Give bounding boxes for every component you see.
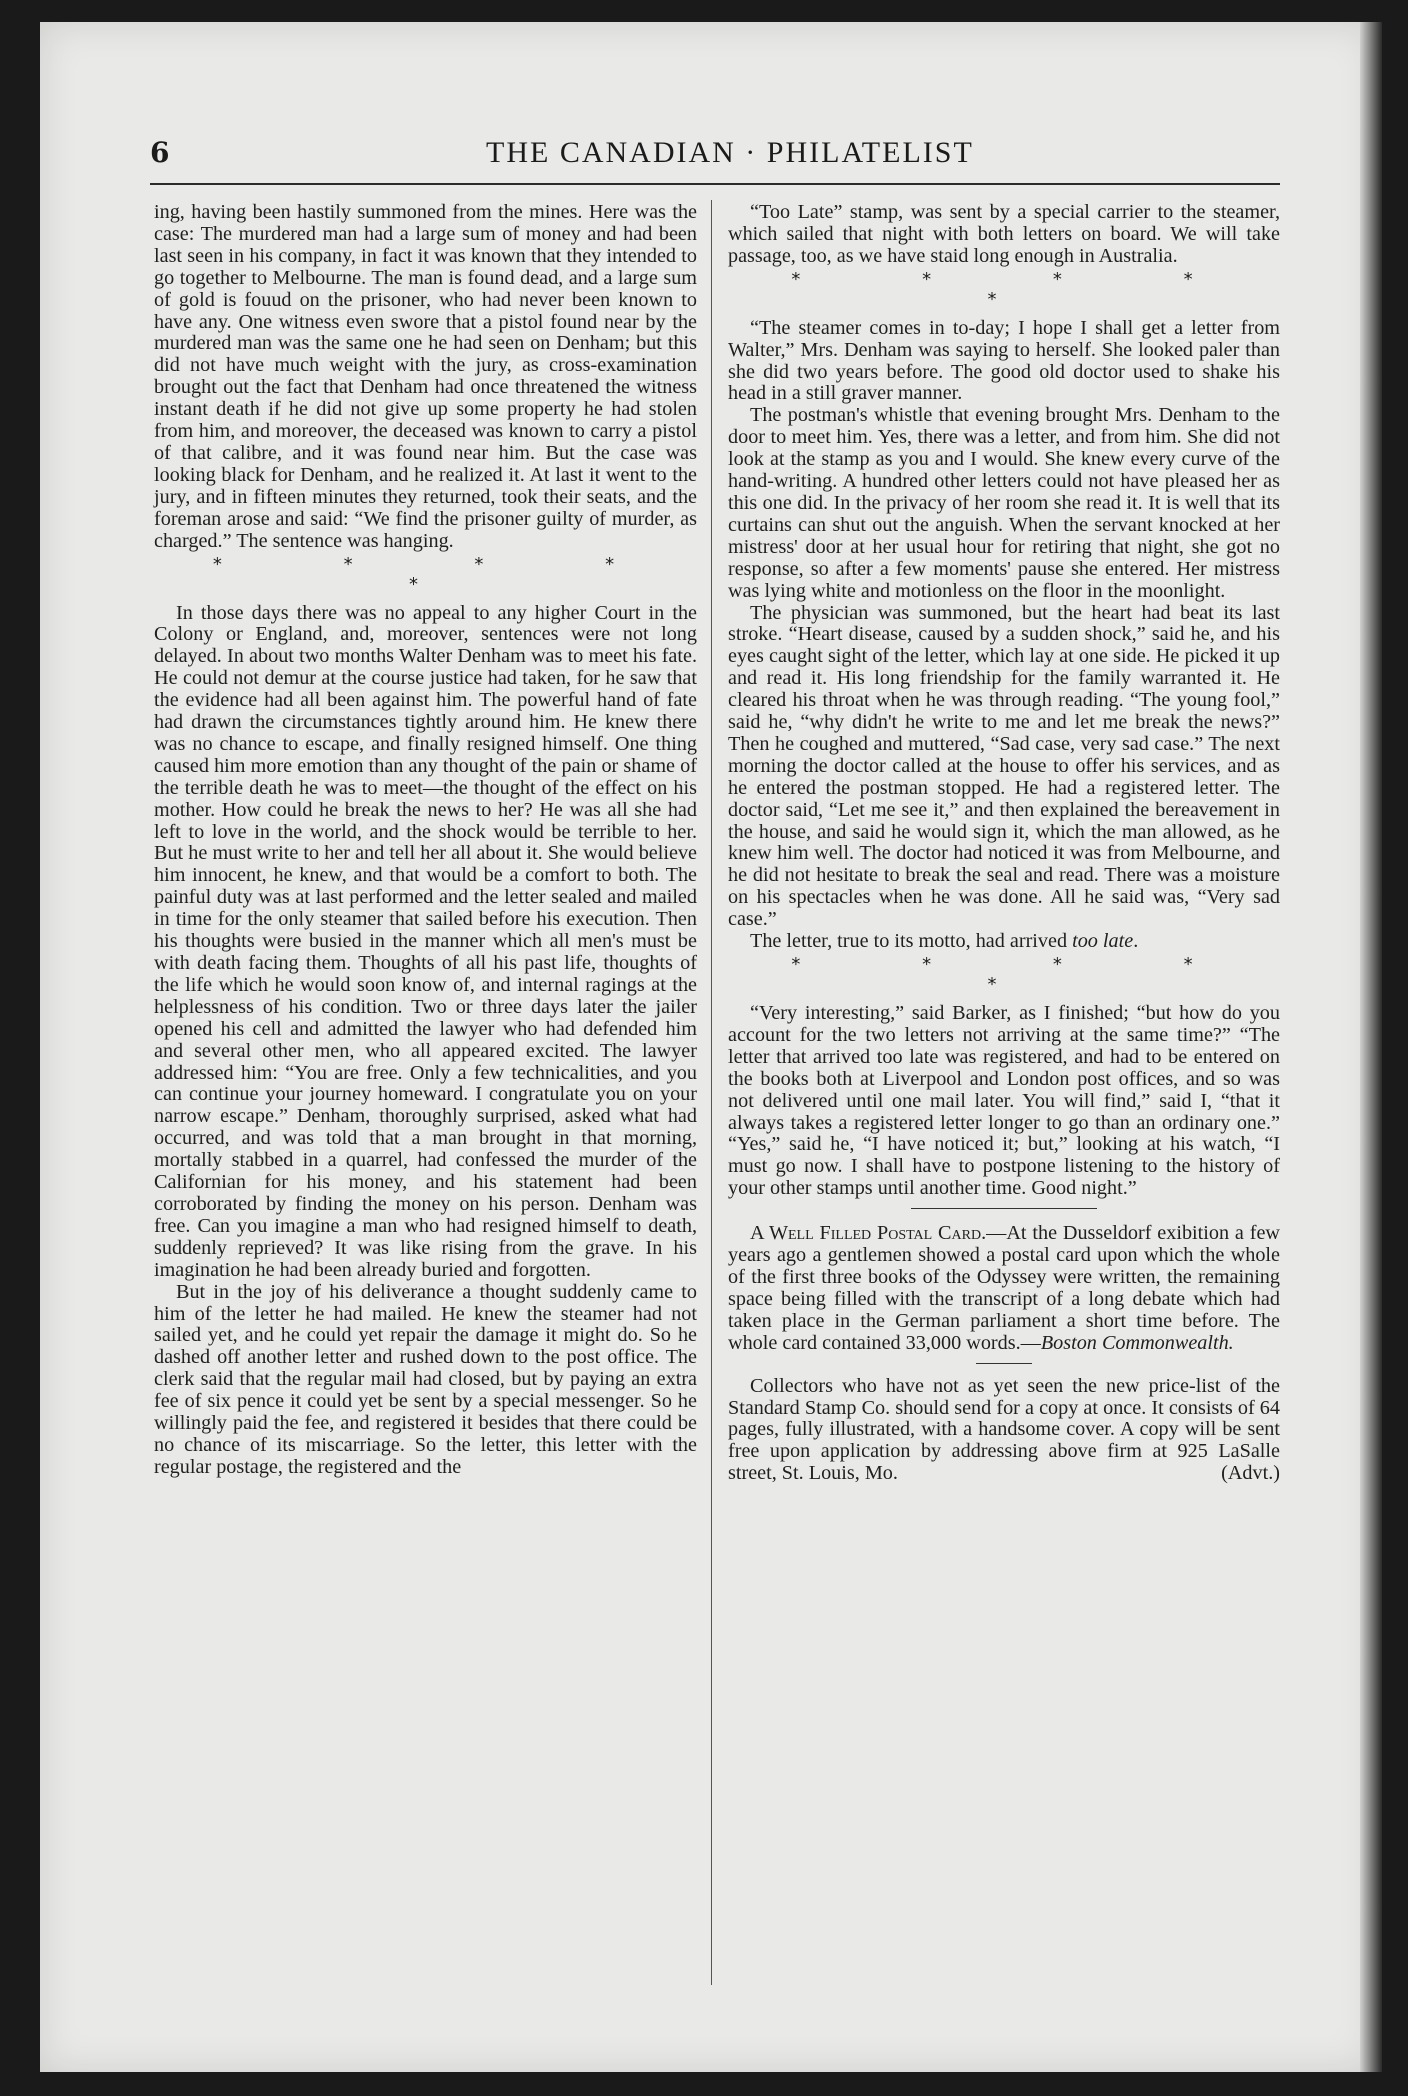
short-rule bbox=[976, 1363, 1032, 1364]
postal-card-heading: A Well Filled Postal Card. bbox=[750, 1222, 987, 1245]
left-column bbox=[154, 202, 697, 1479]
section-break-stars: * * * * * bbox=[212, 553, 673, 595]
right-paragraph-3: The postman's whistle that evening brought Mrs. Denham to the door to meet him. Yes, there was a letter, and from him. She did not look at the stamp as you and I would. She knew every curve of the hand-writing. A hundred other letters could not have pleased her as this one did. In the privacy of her room she read it. It is well that its curtains can shut out the anguish. When the servant knocked at her mistress' door at her usual hour for retiring that night, she got no response, so after a few moments' pause she entered. Her mistress was lying white and motionless on the floor in the moonlight. bbox=[728, 404, 1280, 602]
left-paragraph-1: ing, having been hastily summoned from the mines. Here was the case: The murdered man had a large sum of money and had been last seen in his company, in fact it was known that they intended to go together to Melbourne. The man is found dead, and a large sum of gold is fouud on the prisoner, who had never been known to have any. One witness even swore that a pistol found near by the murdered man was the same one he had seen on Denham; but this did not have much weight with the jury, as cross-examination brought out the fact that Denham had once threatened the witness instant death if he did not give up some property he had stolen from him, and moreover, the deceased was known to carry a pistol of that calibre, and it was found near him. But the case was looking black for Denham, and he realized it. At last it went to the jury, and in fifteen minutes they returned, took their seats, and the foreman arose and said: “We find the prisoner guilty of murder, as charged.” The sentence was hanging. bbox=[154, 201, 697, 552]
postal-card-body: —At the Dusseldorf exibition a few years ago a gentlemen showed a postal card upon which the whole of the first three books of the Odyssey were written, the remaining space being filled with the transcript of a long debate which had taken place in the German parliament a short time before. The whole card contained 33,000 words.— bbox=[728, 1222, 1280, 1354]
right-paragraph-2: “The steamer comes in to-day; I hope I shall get a letter from Walter,” Mrs. Denham was saying to herself. She looked paler than she did two years before. The good old doctor used to shake his head in a still graver manner. bbox=[728, 316, 1280, 405]
column-divider bbox=[711, 200, 712, 1985]
left-paragraph-2: In those days there was no appeal to any higher Court in the Colony or England, and, moreover, sentences were not long delayed. In about two months Walter Denham was to meet his fate. He could not demur at the course justice had taken, for he saw that the evidence had all been against him. The powerful hand of fate had drawn the circumstances tightly around him. He knew there was no chance to escape, and finally resigned himself. One thing caused him more emotion than any thought of the pain or shame of the terrible death he was to meet—the thought of the effect on his mother. How could he break the news to her? He was all she had left to love in the world, and the shock would be terrible to her. But he must write to her and tell her all about it. She would believe him innocent, he knew, and that would be a comfort to both. The painful duty was at last performed and the letter sealed and mailed in time for the only steamer that sailed before his execution. Then his thoughts were busied in the manner which all men's must be with death facing them. Thoughts of all his past life, thoughts of the life which he would soon know of, and internal ragings at the helplessness of his condition. Two or three days later the jailer opened his cell and admitted the lawyer who had defended him and several other men, who all appeared excited. The lawyer addressed him: “You are free. Only a few technicalities, and you can continue your journey homeward. I congratulate you on your narrow escape.” Denham, thoroughly surprised, asked what had occurred, and was told that a man brought in that morning, mortally stabbed in a quarrel, had confessed the murder of the Californian for his money, and his statement had been corroborated by finding the money on his person. Denham was free. Can you imagine a man who had resigned himself to death, suddenly reprieved? It was like rising from the grave. In his imagination he had been already buried and forgotten. bbox=[154, 601, 697, 1281]
right-paragraph-6: “Very interesting,” said Barker, as I finished; “but how do you account for the two letters not arriving at the same time?” “The letter that arrived too late was registered, and had to be entered on the books both at Liverpool and London post offices, and so was not delivered until one mail later. You will find,” said I, “that it always takes a registered letter longer to go than an ordinary one.” “Yes,” said he, “I have noticed it; but,” looking at his watch, “I must go now. I shall have to postpone listening to the history of your other stamps until another time. Good night.” bbox=[728, 1002, 1280, 1200]
page-number: 6 bbox=[150, 136, 170, 169]
section-break-stars: * * * * * bbox=[791, 268, 1251, 310]
left-paragraph-3: But in the joy of his deliverance a thought suddenly came to him of the letter he had mailed. He knew the steamer had not sailed yet, and he could yet repair the damage it might do. So he dashed off another letter and rushed down to the post office. The clerk said that the regular mail had closed, but by paying an extra fee of six pence it could yet be sent by a special messenger. So he willingly paid the fee, and registered it besides that there could be no chance of its miscarriage. So the letter, this letter with the regular postage, the registered and the bbox=[154, 1280, 697, 1478]
page-edge-shadow bbox=[1360, 22, 1382, 2072]
right-paragraph-1: “Too Late” stamp, was sent by a special carrier to the steamer, which sailed that night with both letters on board. We will take passage, too, as we have staid long enough in Australia. bbox=[728, 201, 1280, 267]
postal-card-source: Boston Commonwealth. bbox=[1040, 1331, 1234, 1354]
page-header bbox=[150, 132, 1280, 184]
section-rule bbox=[911, 1208, 1097, 1209]
journal-title: THE CANADIAN · PHILATELIST bbox=[486, 136, 974, 169]
section-break-stars: * * * * * bbox=[791, 954, 1251, 995]
right-paragraph-4: The physician was summoned, but the heart had beat its last stroke. “Heart disease, caused by a sudden shock,” said he, and his eyes caught sight of the letter, which lay at one side. He picked it up and read it. His long friendship for the family warranted it. He cleared his throat when he was through reading. “The young fool,” said he, “why didn't he write to me and let me break the news?” Then he coughed and muttered, “Sad case, very sad case.” The next morning the doctor called at the house to offer his services, and as he entered the postman stopped. He had a registered letter. The doctor said, “Let me see it,” and then explained the bereavement in the house, and said he would sign it, which the man allowed, as he knew him well. The doctor had noticed it was from Melbourne, and he did not hesitate to break the seal and read. There was a moisture on his spectacles when he was done. All he said was, “Very sad case.” bbox=[728, 601, 1280, 931]
right-column bbox=[728, 202, 1280, 1485]
header-rule bbox=[150, 183, 1280, 185]
advertisement-paragraph bbox=[728, 1376, 1280, 1486]
closing-line: The letter, true to its motto, had arrived bbox=[750, 930, 1073, 953]
closing-period: . bbox=[1133, 930, 1139, 953]
postal-card-paragraph bbox=[728, 1223, 1280, 1354]
advertisement-tag: (Advt.) bbox=[1221, 1462, 1280, 1485]
too-late-italic: too late bbox=[1072, 930, 1134, 953]
advertisement-body: Collectors who have not as yet seen the new price-list of the Standard Stamp Co. should send for a copy at once. It consists of 64 pages, fully illustrated, with a handsome cover. A copy will be sent free upon application by addressing above firm at 925 LaSalle street, St. Louis, Mo. bbox=[728, 1374, 1280, 1485]
right-paragraph-5 bbox=[728, 931, 1280, 953]
